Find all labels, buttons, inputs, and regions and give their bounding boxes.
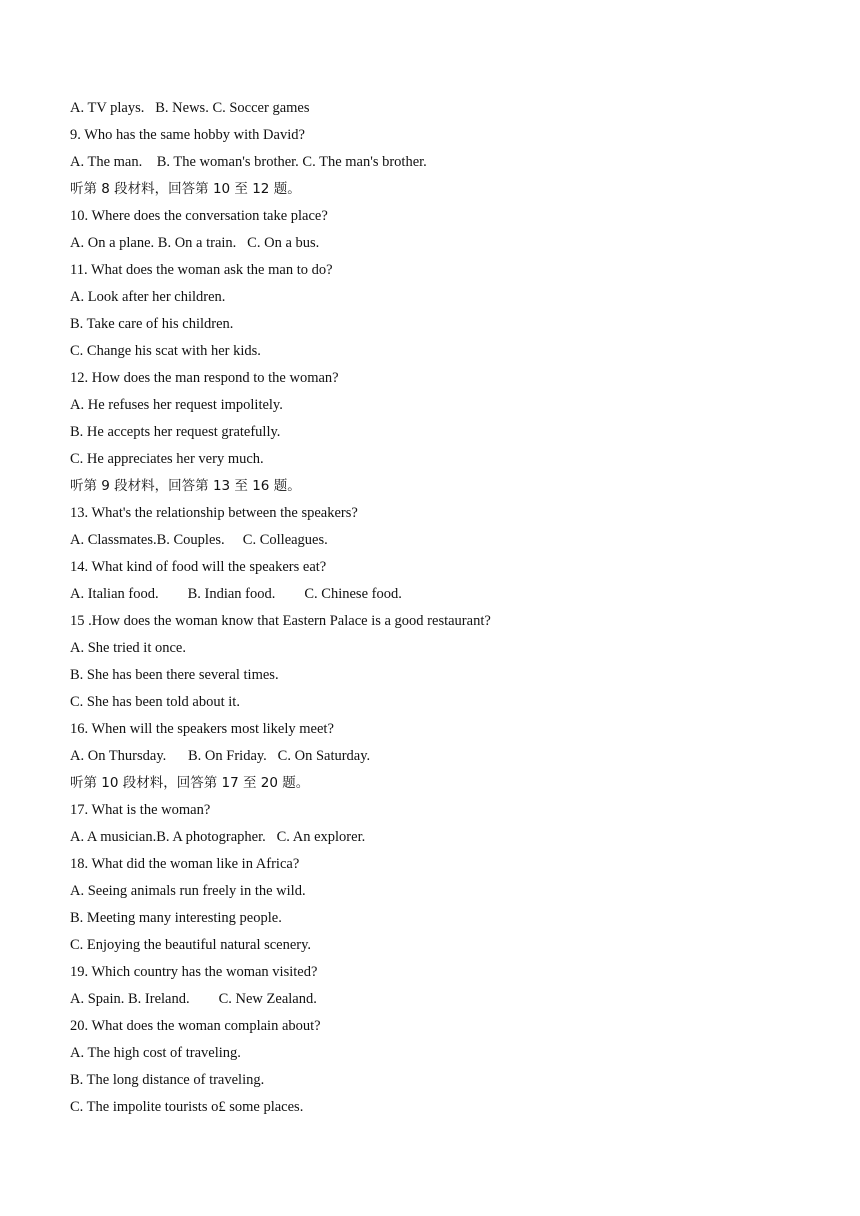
section-heading-8: 听第 8 段材料，回答第 10 至 12 题。	[70, 181, 301, 197]
option-q11-b: B. Take care of his children.	[70, 316, 234, 332]
question-10: 10. Where does the conversation take place?	[70, 208, 328, 224]
option-line-q8: A. TV plays. B. News. C. Soccer games	[70, 100, 310, 116]
option-line-q13: A. Classmates.B. Couples. C. Colleagues.	[70, 532, 328, 548]
option-q12-a: A. He refuses her request impolitely.	[70, 397, 283, 413]
option-q20-b: B. The long distance of traveling.	[70, 1072, 265, 1088]
question-14: 14. What kind of food will the speakers eat?	[70, 559, 327, 575]
option-line-q14: A. Italian food. B. Indian food. C. Chinese food.	[70, 586, 402, 602]
option-q12-c: C. He appreciates her very much.	[70, 451, 264, 467]
question-17: 17. What is the woman?	[70, 802, 211, 818]
question-12: 12. How does the man respond to the woman?	[70, 370, 339, 386]
question-16: 16. When will the speakers most likely meet?	[70, 721, 334, 737]
option-q20-c: C. The impolite tourists o£ some places.	[70, 1099, 304, 1115]
option-q15-b: B. She has been there several times.	[70, 667, 279, 683]
option-q18-c: C. Enjoying the beautiful natural scenery.	[70, 937, 312, 953]
question-9: 9. Who has the same hobby with David?	[70, 127, 305, 143]
question-13: 13. What's the relationship between the speakers?	[70, 505, 358, 521]
document-page	[70, 98, 830, 1124]
option-line-q16: A. On Thursday. B. On Friday. C. On Saturday.	[70, 748, 371, 764]
section-heading-9: 听第 9 段材料，回答第 13 至 16 题。	[70, 478, 301, 494]
option-q18-a: A. Seeing animals run freely in the wild.	[70, 883, 306, 899]
option-line-q10: A. On a plane. B. On a train. C. On a bus.	[70, 235, 320, 251]
option-line-q9: A. The man. B. The woman's brother. C. The man's brother.	[70, 154, 427, 170]
option-q20-a: A. The high cost of traveling.	[70, 1045, 241, 1061]
option-line-q17: A. A musician.B. A photographer. C. An explorer.	[70, 829, 366, 845]
question-15: 15 .How does the woman know that Eastern Palace is a good restaurant?	[70, 613, 491, 629]
question-19: 19. Which country has the woman visited?	[70, 964, 318, 980]
question-20: 20. What does the woman complain about?	[70, 1018, 321, 1034]
option-q18-b: B. Meeting many interesting people.	[70, 910, 282, 926]
option-q12-b: B. He accepts her request gratefully.	[70, 424, 281, 440]
question-11: 11. What does the woman ask the man to do?	[70, 262, 333, 278]
option-line-q19: A. Spain. B. Ireland. C. New Zealand.	[70, 991, 317, 1007]
option-q11-c: C. Change his scat with her kids.	[70, 343, 261, 359]
option-q15-c: C. She has been told about it.	[70, 694, 240, 710]
option-q15-a: A. She tried it once.	[70, 640, 186, 656]
option-q11-a: A. Look after her children.	[70, 289, 226, 305]
question-18: 18. What did the woman like in Africa?	[70, 856, 300, 872]
section-heading-10: 听第 10 段材料，回答第 17 至 20 题。	[70, 775, 310, 791]
